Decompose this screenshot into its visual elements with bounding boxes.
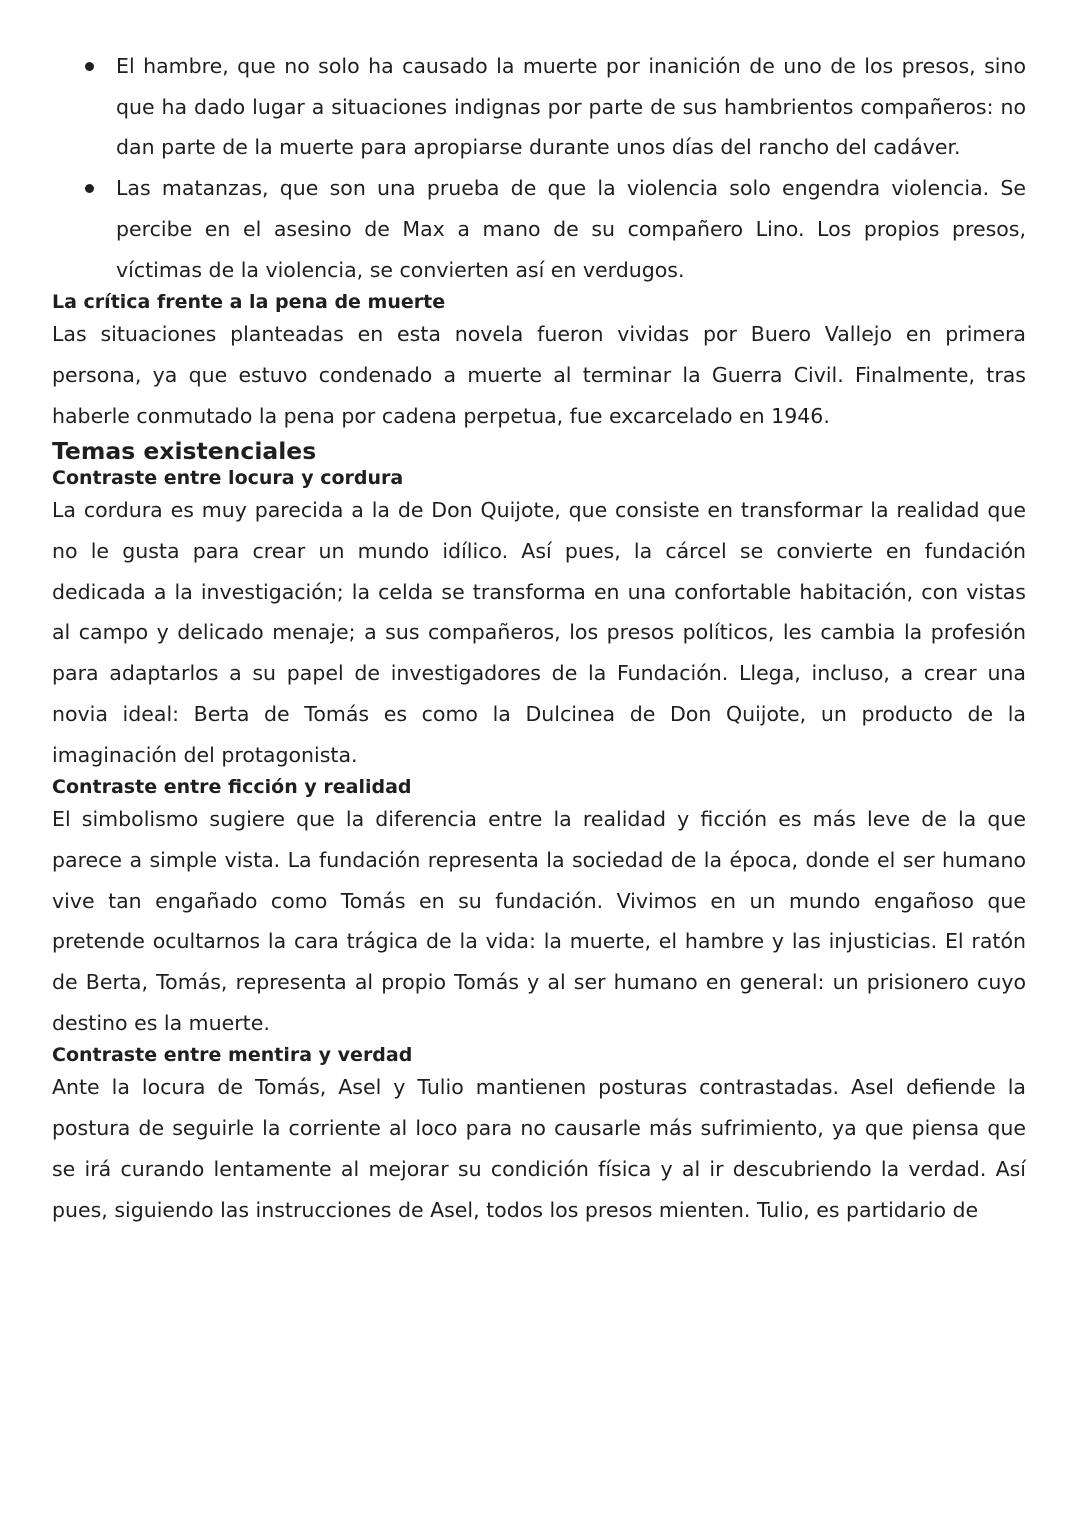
bullet-item-matanzas [116, 168, 1026, 290]
bullet-dot-icon [85, 62, 94, 71]
heading-locura-cordura: Contraste entre locura y cordura [52, 467, 404, 490]
heading-mentira-verdad: Contraste entre mentira y verdad [52, 1044, 413, 1067]
bullet-text: Las matanzas, que son una prueba de que la violencia solo engendra violencia. Se percibe en el asesino de Max a mano de su compañero Lino. Los propios presos, víctimas de la violencia, se convierten así en verdugos. [116, 176, 1026, 282]
paragraph-pena-de-muerte: Las situaciones planteadas en esta novela fueron vividas por Buero Vallejo en primera persona, ya que estuvo condenado a muerte al terminar la Guerra Civil. Finalmente, tras haberle conmutado la pena por cadena perpetua, fue excarcelado en 1946. [52, 322, 1026, 428]
paragraph-ficcion-realidad: El simbolismo sugiere que la diferencia entre la realidad y ficción es más leve de la que parece a simple vista. La fundación representa la sociedad de la época, donde el ser humano vive tan engañado como Tomás en su fundación. Vivimos en un mundo engañoso que pretende ocultarnos la cara trágica de la vida: la muerte, el hambre y las injusticias. El ratón de Berta, Tomás, representa al propio Tomás y al ser humano en general: un prisionero cuyo destino es la muerte. [52, 807, 1026, 1035]
heading-ficcion-realidad: Contraste entre ficción y realidad [52, 776, 412, 799]
paragraph-locura-cordura: La cordura es muy parecida a la de Don Quijote, que consiste en transformar la realidad que no le gusta para crear un mundo idílico. Así pues, la cárcel se convierte en fundación dedicada a la investigación; la celda se transforma en una confortable habitación, con vistas al campo y delicado menaje; a sus compañeros, los presos políticos, les cambia la profesión para adaptarlos a su papel de investigadores de la Fundación. Llega, incluso, a crear una novia ideal: Berta de Tomás es como la Dulcinea de Don Quijote, un producto de la imaginación del protagonista. [52, 498, 1026, 767]
bullet-dot-icon [85, 184, 94, 193]
bullet-text: El hambre, que no solo ha causado la muerte por inanición de uno de los presos, sino que ha dado lugar a situaciones indignas por parte de sus hambrientos compañeros: no dan parte de la muerte para apropiarse durante unos días del rancho del cadáver. [116, 54, 1026, 160]
heading-pena-de-muerte: La crítica frente a la pena de muerte [52, 291, 446, 314]
bullet-list [52, 46, 1026, 290]
paragraph-mentira-verdad: Ante la locura de Tomás, Asel y Tulio mantienen posturas contrastadas. Asel defiende la postura de seguirle la corriente al loco para no causarle más sufrimiento, ya que piensa que se irá curando lentamente al mejorar su condición física y al ir descubriendo la verdad. Así pues, siguiendo las instrucciones de Asel, todos los presos mienten. Tulio, es partidario de [52, 1075, 1026, 1222]
section-title-temas-existenciales: Temas existenciales [52, 437, 317, 466]
bullet-item-hambre [116, 46, 1026, 168]
